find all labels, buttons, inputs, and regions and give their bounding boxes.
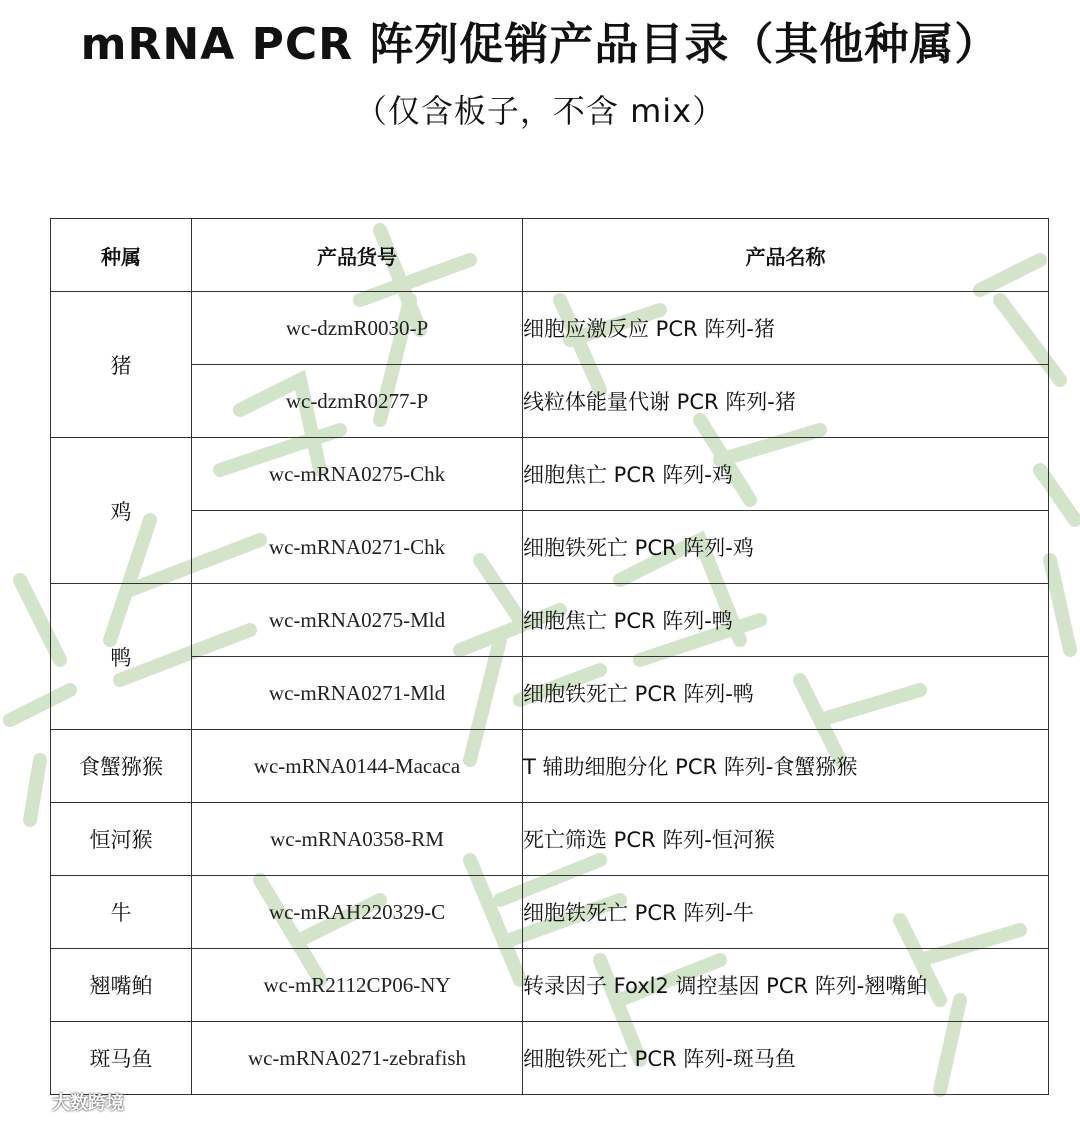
species-cell: 鸭	[51, 584, 192, 730]
species-cell: 牛	[51, 876, 192, 949]
product-code-cell: wc-mRNA0275-Chk	[192, 438, 523, 511]
product-code-cell: wc-mRNA0271-Mld	[192, 657, 523, 730]
table-row	[51, 292, 1049, 365]
product-name-cell: 转录因子 Foxl2 调控基因 PCR 阵列-翘嘴鲌	[523, 949, 1049, 1022]
product-code-cell: wc-mRAH220329-C	[192, 876, 523, 949]
product-name-cell: 细胞铁死亡 PCR 阵列-牛	[523, 876, 1049, 949]
table-row	[51, 657, 1049, 730]
header-species: 种属	[51, 219, 192, 292]
table-header-row	[51, 219, 1049, 292]
species-cell: 鸡	[51, 438, 192, 584]
product-name-cell: T 辅助细胞分化 PCR 阵列-食蟹猕猴	[523, 730, 1049, 803]
product-code-cell: wc-mRNA0144-Macaca	[192, 730, 523, 803]
product-name-cell: 线粒体能量代谢 PCR 阵列-猪	[523, 365, 1049, 438]
product-code-cell: wc-mRNA0271-zebrafish	[192, 1022, 523, 1095]
page-subtitle: （仅含板子，不含 mix）	[354, 92, 726, 130]
table-row	[51, 949, 1049, 1022]
header-product-code: 产品货号	[192, 219, 523, 292]
product-name-cell: 细胞焦亡 PCR 阵列-鸭	[523, 584, 1049, 657]
product-code-cell: wc-dzmR0277-P	[192, 365, 523, 438]
product-name-cell: 细胞焦亡 PCR 阵列-鸡	[523, 438, 1049, 511]
product-name-cell: 死亡筛选 PCR 阵列-恒河猴	[523, 803, 1049, 876]
header-product-name: 产品名称	[523, 219, 1049, 292]
product-code-cell: wc-mRNA0271-Chk	[192, 511, 523, 584]
table-row	[51, 803, 1049, 876]
table-row	[51, 511, 1049, 584]
table-row	[51, 876, 1049, 949]
species-cell: 翘嘴鲌	[51, 949, 192, 1022]
species-cell: 恒河猴	[51, 803, 192, 876]
table-row	[51, 1022, 1049, 1095]
product-code-cell: wc-mRNA0358-RM	[192, 803, 523, 876]
product-name-cell: 细胞铁死亡 PCR 阵列-斑马鱼	[523, 1022, 1049, 1095]
table-row	[51, 584, 1049, 657]
product-name-cell: 细胞应激反应 PCR 阵列-猪	[523, 292, 1049, 365]
product-catalog-table	[50, 218, 1049, 1095]
product-code-cell: wc-mRNA0275-Mld	[192, 584, 523, 657]
table-row	[51, 730, 1049, 803]
product-code-cell: wc-dzmR0030-P	[192, 292, 523, 365]
product-name-cell: 细胞铁死亡 PCR 阵列-鸭	[523, 657, 1049, 730]
species-cell: 猪	[51, 292, 192, 438]
table-row	[51, 365, 1049, 438]
table-row	[51, 438, 1049, 511]
weibo-eye-icon	[10, 1090, 48, 1114]
product-code-cell: wc-mR2112CP06-NY	[192, 949, 523, 1022]
product-name-cell: 细胞铁死亡 PCR 阵列-鸡	[523, 511, 1049, 584]
species-cell: 食蟹猕猴	[51, 730, 192, 803]
brand-label: 大数跨境	[52, 1093, 124, 1114]
species-cell: 斑马鱼	[51, 1022, 192, 1095]
page-title: mRNA PCR 阵列促销产品目录（其他种属）	[80, 19, 1000, 70]
brand-watermark	[10, 1088, 124, 1116]
